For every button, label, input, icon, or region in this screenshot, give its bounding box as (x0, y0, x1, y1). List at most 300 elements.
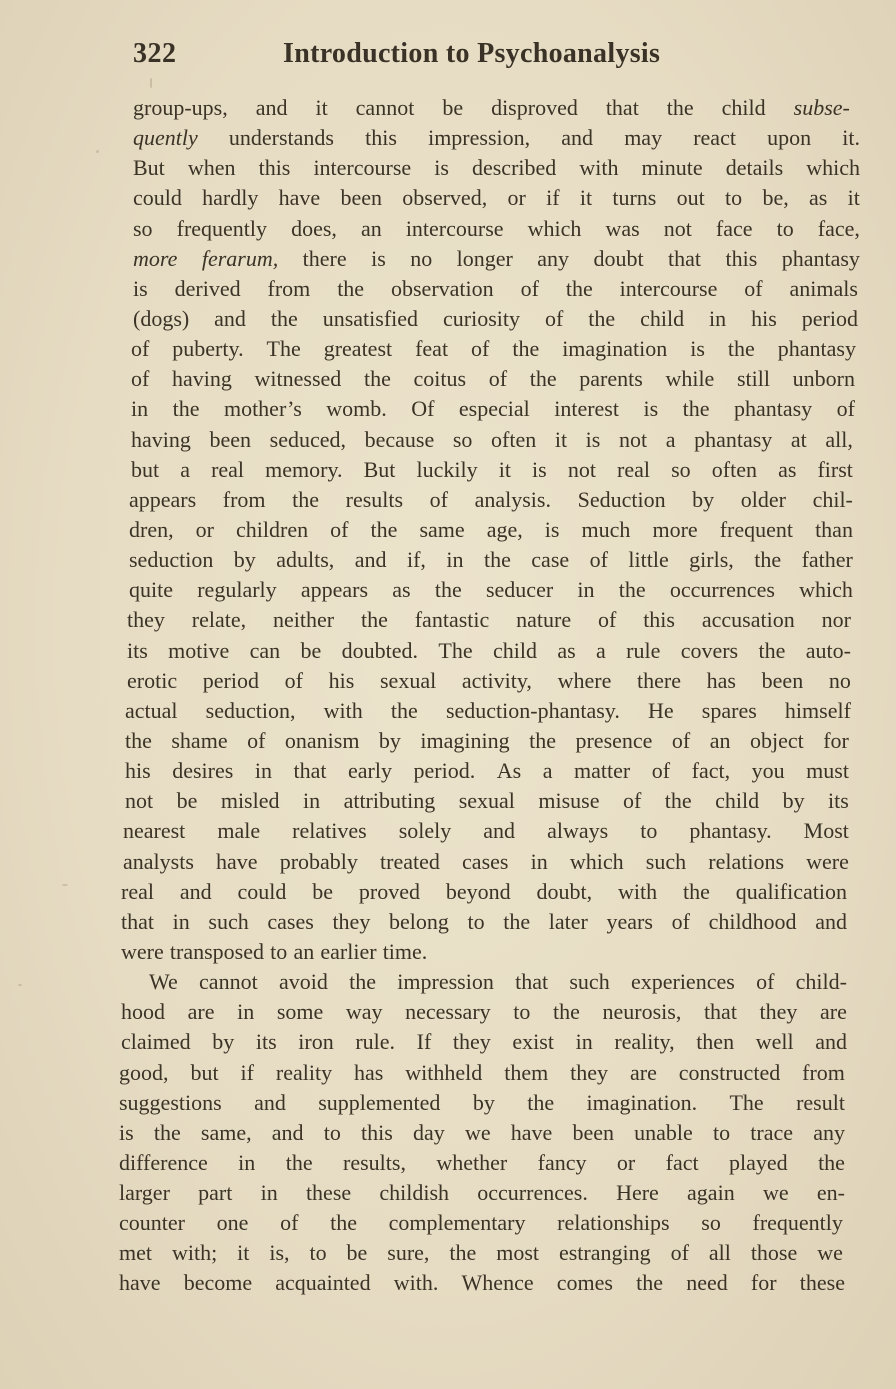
word: of (284, 667, 303, 693)
word: and (483, 818, 516, 844)
word: Whence (461, 1270, 534, 1296)
word: of (597, 607, 617, 633)
word: complementary (388, 1210, 526, 1236)
word: of (671, 908, 690, 934)
word: it (315, 95, 328, 120)
word: the (588, 305, 616, 331)
word: of (544, 305, 564, 331)
word: earlier (320, 938, 377, 964)
word: child (715, 788, 760, 814)
word: male (217, 818, 261, 844)
word: of (488, 366, 508, 392)
word: in (237, 999, 255, 1025)
word: memory. (265, 456, 343, 482)
word: cases (462, 848, 509, 874)
text-line (125, 756, 849, 786)
word: doubt, (536, 878, 593, 904)
text-line (127, 636, 851, 666)
text-line (133, 304, 858, 334)
word: trace (750, 1119, 794, 1145)
word: such (645, 848, 687, 874)
word: day (413, 1119, 445, 1145)
word: He (648, 697, 674, 723)
word: of (671, 727, 691, 753)
word: that (605, 95, 639, 120)
word: so (701, 1210, 721, 1236)
word: girls, (689, 547, 734, 573)
word: phantasy (777, 336, 856, 362)
word: fantastic (414, 607, 490, 633)
word: that (293, 758, 327, 784)
word: is (690, 336, 705, 362)
word: understands (228, 125, 334, 151)
word: of (330, 516, 349, 542)
word: ferarum, (201, 245, 279, 271)
text-line (121, 907, 847, 937)
text-line (119, 1118, 845, 1148)
word: to (467, 908, 485, 934)
word: its (127, 637, 148, 663)
word: his (328, 667, 355, 693)
word: them (504, 1059, 549, 1085)
word: with (579, 155, 619, 181)
word: coitus (413, 366, 467, 392)
running-head: Introduction to Psychoanalysis (283, 38, 661, 69)
word: the (565, 275, 593, 301)
word: frequent (719, 516, 794, 542)
word: early (348, 758, 392, 784)
word: the (682, 396, 710, 422)
word: the (636, 1270, 664, 1296)
text-line (125, 696, 851, 726)
word: the (370, 516, 398, 542)
word: and (254, 1089, 286, 1115)
word: age, (486, 516, 523, 542)
word: child (721, 95, 766, 120)
word: withheld (405, 1059, 483, 1085)
word: luckily (416, 456, 478, 482)
word: real (617, 456, 651, 482)
word: frequently (752, 1210, 843, 1236)
word: when (187, 155, 236, 181)
word: is (585, 426, 601, 452)
word: But (363, 456, 396, 482)
word: become (183, 1270, 253, 1296)
word: sure, (387, 1240, 430, 1266)
word: cannot (355, 95, 415, 120)
word: have (278, 185, 321, 211)
word: have (216, 848, 258, 874)
word: hood (121, 999, 165, 1025)
word: first (817, 456, 853, 482)
word: doubted. (341, 637, 419, 663)
word: Most (803, 818, 849, 844)
word: childish (379, 1180, 450, 1206)
word: As (496, 758, 522, 784)
word: and (271, 1119, 304, 1145)
word: parents (579, 366, 643, 392)
word: is, (269, 1240, 290, 1266)
word: impression (397, 969, 494, 995)
word: it (554, 426, 568, 452)
body-text (119, 93, 864, 1299)
text-line (119, 1088, 845, 1118)
word: but (190, 1059, 219, 1085)
text-line (131, 394, 855, 424)
word: reality (275, 1059, 333, 1085)
word: one (216, 1210, 249, 1236)
text-line (121, 1027, 847, 1057)
word: does, (291, 215, 337, 241)
word: part (198, 1180, 233, 1206)
word: the (483, 547, 511, 573)
word: auto- (805, 637, 851, 663)
word: and (561, 125, 594, 151)
word: such (208, 908, 249, 934)
word: in (260, 1180, 278, 1206)
word: observation (391, 275, 494, 301)
word: they (570, 1059, 609, 1085)
word: the (666, 95, 694, 120)
word: phantasy (694, 426, 773, 452)
word: and (255, 95, 288, 120)
word: by (782, 788, 805, 814)
word: these (305, 1180, 352, 1206)
text-line (125, 726, 849, 756)
word: neither (273, 607, 335, 633)
paper-speck (18, 984, 22, 986)
word: at (790, 426, 807, 452)
word: be (300, 637, 322, 663)
word: same (419, 516, 465, 542)
word: there (302, 245, 347, 271)
word: accusation (701, 607, 795, 633)
word: of (744, 275, 763, 301)
word: later (548, 908, 588, 934)
word: spares (701, 697, 757, 723)
word: react (693, 125, 736, 151)
word: is (133, 275, 148, 301)
word: child (492, 637, 537, 663)
word: met (119, 1240, 152, 1266)
word: to (713, 1119, 731, 1145)
word: relate, (191, 607, 247, 633)
word: this (258, 155, 291, 181)
word: or (616, 1149, 636, 1175)
text-line (131, 425, 853, 455)
word: frequently (176, 215, 268, 241)
word: relations (708, 848, 785, 874)
word: father (801, 547, 853, 573)
word: the (363, 366, 391, 392)
word: again (687, 1180, 735, 1206)
word: that (121, 908, 154, 934)
word: the (683, 878, 710, 904)
word: the (553, 999, 580, 1025)
word: animals (789, 275, 858, 301)
word: for (750, 1270, 777, 1296)
word: presence (575, 727, 653, 753)
word: his (125, 758, 151, 784)
word: disproved (491, 95, 578, 120)
word: unable (634, 1119, 693, 1145)
word: with (618, 878, 658, 904)
word: same, (200, 1119, 252, 1145)
word: from (802, 1059, 845, 1085)
word: subse- (793, 95, 850, 120)
word: probably (279, 848, 358, 874)
word: the (337, 275, 365, 301)
word: of (836, 396, 855, 422)
word: difference (119, 1149, 208, 1175)
word: phantasy (781, 245, 860, 271)
word: results, (343, 1149, 406, 1175)
word: need (686, 1270, 728, 1296)
word: this (361, 1119, 393, 1145)
word: then (696, 1029, 735, 1055)
word: relationships (557, 1210, 670, 1236)
word: motive (168, 637, 230, 663)
word: a (665, 426, 676, 452)
text-line (119, 1058, 845, 1088)
word: relatives (292, 818, 367, 844)
word: sexual (458, 788, 515, 814)
word: nearest (123, 818, 186, 844)
text-line (121, 997, 847, 1027)
word: analysts (123, 848, 194, 874)
word: the (153, 1119, 181, 1145)
word: of (670, 1240, 689, 1266)
text-line (129, 545, 853, 575)
text-line (123, 816, 849, 846)
word: not (125, 788, 154, 814)
word: the (360, 607, 388, 633)
word: the (292, 486, 320, 512)
word: has (706, 667, 736, 693)
text-line (129, 485, 853, 515)
word: it (237, 1240, 250, 1266)
word: they (127, 607, 165, 633)
word: in (577, 577, 595, 603)
word: have (510, 1119, 553, 1145)
word: fact, (691, 758, 731, 784)
word: little (628, 547, 669, 573)
word: it (579, 185, 593, 211)
word: to (323, 1119, 341, 1145)
word: face, (817, 215, 860, 241)
text-line (129, 575, 853, 605)
word: iron (298, 1029, 334, 1055)
word: much (581, 516, 631, 542)
word: nor (821, 607, 851, 633)
word: child- (795, 969, 847, 995)
word: all, (825, 426, 853, 452)
word: to (309, 1240, 327, 1266)
word: that (515, 969, 549, 995)
word: greatest (323, 336, 393, 362)
word: the (503, 908, 531, 934)
word: the (618, 577, 646, 603)
word: having (171, 366, 232, 392)
word: in (709, 305, 727, 331)
word: results (345, 486, 404, 512)
word: which (806, 155, 860, 181)
word: in (530, 848, 548, 874)
word: his (751, 305, 777, 331)
word: older (740, 486, 786, 512)
word: an (293, 938, 315, 964)
word: often (491, 426, 537, 452)
word: matter (574, 758, 631, 784)
word: and (179, 878, 212, 904)
text-line (119, 1238, 843, 1268)
word: rule. (355, 1029, 396, 1055)
word: with; (171, 1240, 218, 1266)
word: may (624, 125, 663, 151)
text-line (121, 877, 847, 907)
text-line (133, 123, 860, 153)
word: If (416, 1029, 432, 1055)
word: claimed (121, 1029, 191, 1055)
word: not (618, 426, 648, 452)
page-header (133, 38, 833, 82)
word: any (813, 1119, 845, 1145)
word: solely (398, 818, 452, 844)
word: seduction, (205, 697, 296, 723)
word: or (507, 185, 526, 211)
word: of (131, 336, 150, 362)
word: those (750, 1240, 798, 1266)
word: an (709, 727, 731, 753)
word: case (531, 547, 570, 573)
word: could (133, 185, 182, 211)
word: qualification (735, 878, 847, 904)
word: a (596, 637, 606, 663)
word: in (131, 396, 149, 422)
word: the (664, 788, 692, 814)
word: imagining (420, 727, 510, 753)
text-line (119, 1268, 845, 1298)
word: its (828, 788, 849, 814)
word: where (557, 667, 612, 693)
word: misled (220, 788, 280, 814)
word: comes (556, 1270, 613, 1296)
word: womb. (326, 396, 387, 422)
word: good, (119, 1059, 169, 1085)
word: which (569, 848, 624, 874)
word: desires (172, 758, 234, 784)
word: puberty. (172, 336, 244, 362)
word: rule (626, 637, 661, 663)
word: be (346, 1240, 368, 1266)
text-line (127, 666, 851, 696)
word: of (131, 366, 150, 392)
text-line (133, 153, 860, 183)
word: the (270, 305, 298, 331)
word: fancy (537, 1149, 587, 1175)
word: in (302, 788, 321, 814)
word: neurosis, (602, 999, 682, 1025)
word: be (442, 95, 464, 120)
word: suggestions (119, 1089, 222, 1115)
word: of (589, 547, 608, 573)
word: the (529, 727, 556, 753)
word: played (729, 1149, 788, 1175)
word: the (125, 727, 152, 753)
word: period (801, 305, 858, 331)
word: onanism (284, 727, 360, 753)
word: these (799, 1270, 845, 1296)
text-line (133, 214, 860, 244)
word: or (195, 516, 214, 542)
word: such (569, 969, 610, 995)
word: the (285, 1149, 313, 1175)
word: more (133, 245, 178, 271)
word: the (512, 336, 540, 362)
word: and (214, 305, 246, 331)
text-line (133, 274, 858, 304)
word: as (778, 456, 797, 482)
word: Seduction (577, 486, 666, 512)
word: is (434, 155, 449, 181)
word: occurrences (669, 577, 775, 603)
word: observed, (402, 185, 488, 211)
text-line (131, 364, 855, 394)
word: and (815, 1029, 847, 1055)
word: seduction-phantasy. (445, 697, 620, 723)
word: there (637, 667, 681, 693)
word: because (364, 426, 435, 452)
word: it (498, 456, 511, 482)
word: necessary (405, 999, 491, 1025)
word: quently (133, 125, 198, 151)
word: appears (129, 486, 197, 512)
word: The (266, 336, 301, 362)
word: imagination. (586, 1089, 698, 1115)
word: especial (458, 396, 530, 422)
word: of (471, 336, 490, 362)
word: attributing (343, 788, 436, 814)
word: this (365, 125, 397, 151)
text-line (119, 1148, 845, 1178)
word: as (392, 577, 411, 603)
word: was (605, 215, 640, 241)
word: from (267, 275, 311, 301)
text-line (131, 455, 853, 485)
word: the (727, 336, 755, 362)
word: unborn (792, 366, 855, 392)
word: the (172, 396, 200, 422)
word: children (236, 516, 309, 542)
word: occurrences. (477, 1180, 588, 1206)
word: often (711, 456, 757, 482)
word: of (756, 969, 775, 995)
text-line (129, 515, 853, 545)
word: child (640, 305, 685, 331)
word: were (806, 848, 849, 874)
word: appears (300, 577, 369, 603)
word: witnessed (254, 366, 342, 392)
word: so (133, 215, 153, 241)
word: beyond (445, 878, 511, 904)
word: of (429, 486, 448, 512)
word: reality, (614, 1029, 675, 1055)
paper-speck (150, 78, 152, 88)
word: described (471, 155, 557, 181)
word: is (119, 1119, 134, 1145)
word: the (449, 1240, 477, 1266)
word: derived (174, 275, 241, 301)
